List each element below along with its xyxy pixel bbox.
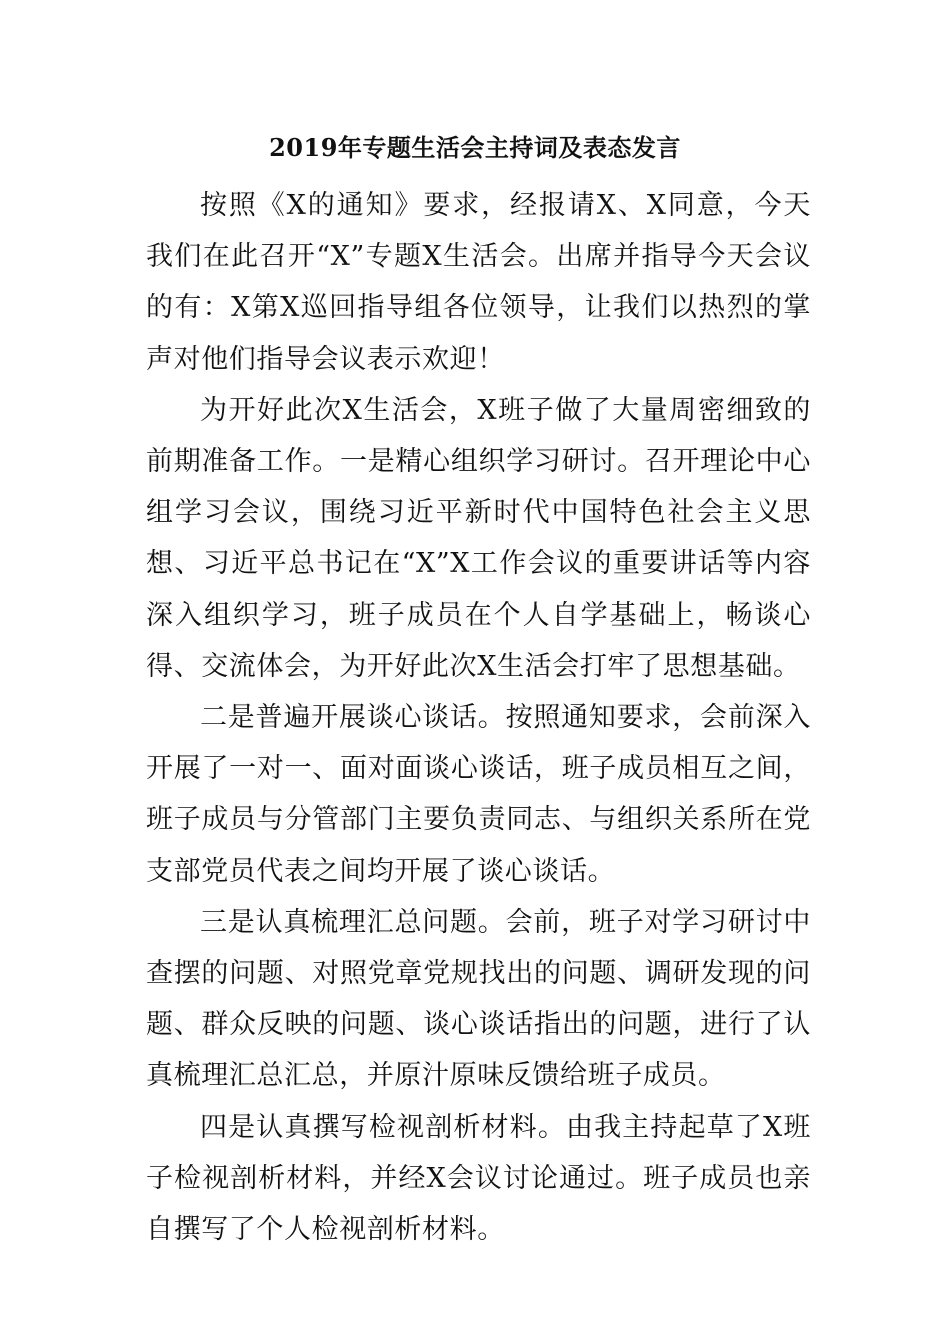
paragraph-materials: 四是认真撰写检视剖析材料。由我主持起草了X班子检视剖析材料，并经X会议讨论通过。班子成员也亲自撰写了个人检视剖析材料。	[146, 1111, 811, 1246]
document-body	[146, 180, 811, 1255]
document-title: 2019年专题生活会主持词及表态发言	[269, 133, 681, 162]
paragraph-opening: 按照《X的通知》要求，经报请X、X同意，今天我们在此召开“X”专题X生活会。出席并指导今天会议的有：X第X巡回指导组各位领导，让我们以热烈的掌声对他们指导会议表示欢迎！	[146, 190, 811, 375]
paragraph-preparation: 为开好此次X生活会，X班子做了大量周密细致的前期准备工作。一是精心组织学习研讨。召开理论中心组学习会议，围绕习近平新时代中国特色社会主义思想、习近平总书记在“X”X工作会议的重要讲话等内容深入组织学习，班子成员在个人自学基础上，畅谈心得、交流体会，为开好此次X生活会打牢了思想基础。	[146, 394, 811, 682]
paragraph-talks: 二是普遍开展谈心谈话。按照通知要求，会前深入开展了一对一、面对面谈心谈话，班子成员相互之间，班子成员与分管部门主要负责同志、与组织关系所在党支部党员代表之间均开展了谈心谈话。	[146, 702, 811, 887]
paragraph-issues: 三是认真梳理汇总问题。会前，班子对学习研讨中查摆的问题、对照党章党规找出的问题、调研发现的问题、群众反映的问题、谈心谈话指出的问题，进行了认真梳理汇总汇总，并原汁原味反馈给班子成员。	[146, 906, 811, 1092]
